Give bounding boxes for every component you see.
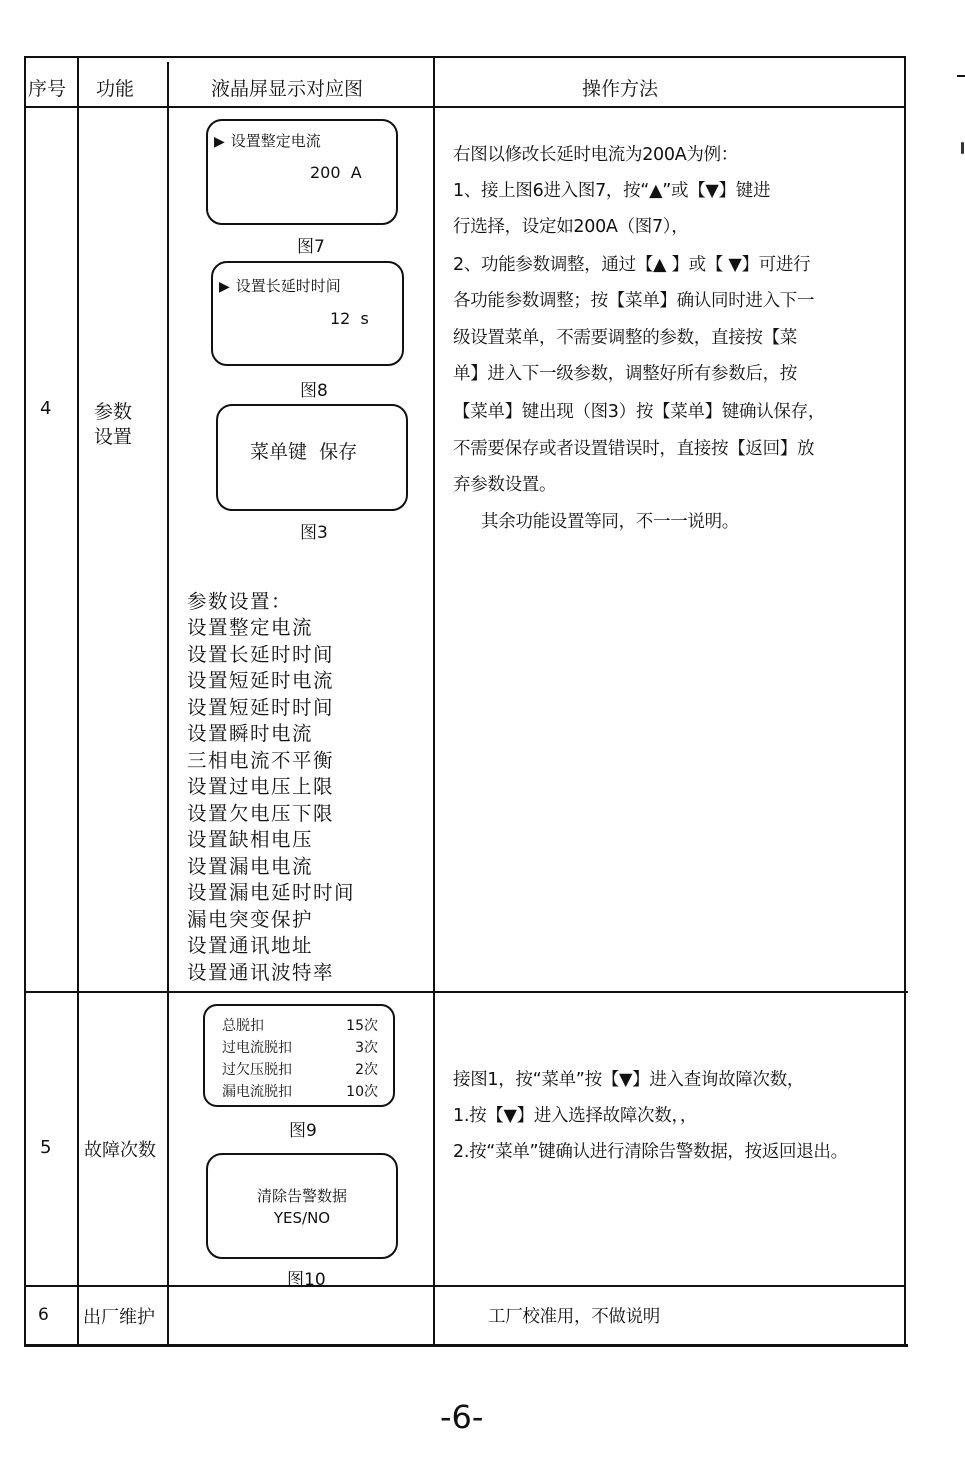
col1-divider (77, 56, 79, 1346)
fault-label: 过电流脱扣 (222, 1040, 292, 1056)
lcd-fig3-text: 菜单键 保存 (250, 441, 358, 463)
param-list-item: 设置通讯波特率 (187, 961, 335, 984)
row4-operation-line: 单】进入下一级参数，调整好所有参数后，按 (453, 364, 797, 384)
row5-function: 故障次数 (84, 1140, 156, 1161)
table-bottom-border (24, 1344, 908, 1347)
row4-operation-line: 其余功能设置等同，不一一说明。 (481, 512, 739, 532)
col3-divider (433, 56, 435, 1346)
row4-operation-line: 1、接上图6进入图7，按“▲”或【▼】键进 (453, 181, 771, 201)
lcd-screen-fig10 (206, 1153, 398, 1259)
row5-operation-line: 2.按“菜单”键确认进行清除告警数据，按返回退出。 (453, 1142, 848, 1162)
row5-operation-line: 1.按【▼】进入选择故障次数，， (453, 1106, 698, 1126)
selection-marker-icon: ▶ (214, 134, 225, 150)
fault-label: 漏电流脱扣 (222, 1084, 292, 1100)
fig9-caption: 图9 (289, 1121, 317, 1141)
table-left-border (24, 56, 26, 1346)
row4-operation-line: 2、功能参数调整，通过【▲ 】或【 ▼】可进行 (453, 255, 811, 275)
param-list-item: 设置漏电电流 (187, 855, 314, 878)
param-list-item: 设置瞬时电流 (187, 722, 314, 745)
row4-no: 4 (40, 398, 52, 419)
param-list-item: 设置缺相电压 (187, 828, 314, 851)
header-bottom-border (24, 106, 906, 108)
fault-count: 2次 (355, 1062, 378, 1078)
lcd-screen-fig3 (216, 404, 408, 511)
row5-no: 5 (40, 1137, 52, 1158)
lcd-screen-fig8 (211, 261, 404, 366)
lcd-screen-fig9 (203, 1004, 395, 1107)
table-right-border (904, 56, 906, 1346)
row5-operation-line: 接图1，按“菜单”按【▼】进入查询故障次数， (453, 1070, 805, 1090)
lcd-fig7-value: 200 A (310, 163, 362, 182)
header-no: 序号 (28, 78, 67, 100)
row4-operation-line: 各功能参数调整；按【菜单】确认同时进入下一 (453, 291, 815, 311)
clear-alarm-text: 清除告警数据 (256, 1187, 347, 1205)
header-function: 功能 (96, 78, 135, 100)
adjacent-page-mark (957, 75, 965, 77)
row4-operation-line: 行选择，设定如200A（图7）， (453, 217, 689, 237)
param-list-item: 设置整定电流 (187, 616, 314, 639)
param-list-item: 设置过电压上限 (187, 775, 335, 798)
fig10-caption: 图10 (287, 1270, 326, 1290)
row4-function-line2: 设置 (94, 426, 133, 448)
row4-bottom-border (24, 991, 908, 993)
selection-marker-icon: ▶ (219, 279, 230, 295)
param-list-item: 设置长延时时间 (187, 643, 335, 666)
row4-function-line1: 参数 (94, 401, 133, 423)
lcd-fig8-title: ▶ 设置长延时时间 (219, 277, 341, 295)
lcd-fig8-value: 12 s (330, 309, 369, 328)
yes-no-text: YES/NO (273, 1209, 331, 1227)
param-list-item: 设置漏电延时时间 (187, 881, 356, 904)
row4-operation-line: 右图以修改长延时电流为200A为例： (453, 145, 738, 165)
param-list-item: 漏电突变保护 (187, 908, 314, 931)
fault-count: 3次 (355, 1040, 378, 1056)
fault-label: 过欠压脱扣 (222, 1062, 292, 1078)
fault-count: 10次 (346, 1084, 378, 1100)
adjacent-page-mark (961, 142, 964, 154)
row5-bottom-border (24, 1285, 906, 1287)
row4-operation-line: 级设置菜单，不需要调整的参数，直接按【菜 (453, 328, 797, 348)
row4-operation-line: 弃参数设置。 (453, 475, 557, 495)
param-list-item: 三相电流不平衡 (187, 749, 335, 772)
param-list-item: 设置通讯地址 (187, 934, 314, 957)
row4-operation-line: 【菜单】键出现（图3）按【菜单】键确认保存， (453, 402, 826, 422)
lcd-fig7-title: ▶ 设置整定电流 (214, 132, 321, 150)
fault-label: 总脱扣 (222, 1018, 264, 1034)
lcd-screen-fig7 (206, 119, 398, 225)
param-list-item: 设置短延时电流 (187, 669, 335, 692)
row6-operation: 工厂校准用，不做说明 (488, 1307, 660, 1327)
row6-function: 出厂维护 (83, 1307, 155, 1328)
table-top-border (24, 56, 906, 58)
param-list-title: 参数设置： (187, 590, 293, 613)
fault-count: 15次 (346, 1018, 378, 1034)
fig3-caption: 图3 (300, 523, 328, 543)
header-lcd-figure: 液晶屏显示对应图 (211, 78, 364, 100)
fig7-caption: 图7 (297, 237, 325, 257)
param-list-item: 设置欠电压下限 (187, 802, 335, 825)
row6-no: 6 (38, 1305, 49, 1325)
param-list-item: 设置短延时时间 (187, 696, 335, 719)
fig8-caption: 图8 (300, 381, 328, 401)
row4-operation-line: 不需要保存或者设置错误时，直接按【返回】放 (453, 439, 815, 459)
page-number: -6- (440, 1398, 484, 1436)
header-operation: 操作方法 (582, 78, 659, 100)
col2-divider (167, 62, 169, 1346)
